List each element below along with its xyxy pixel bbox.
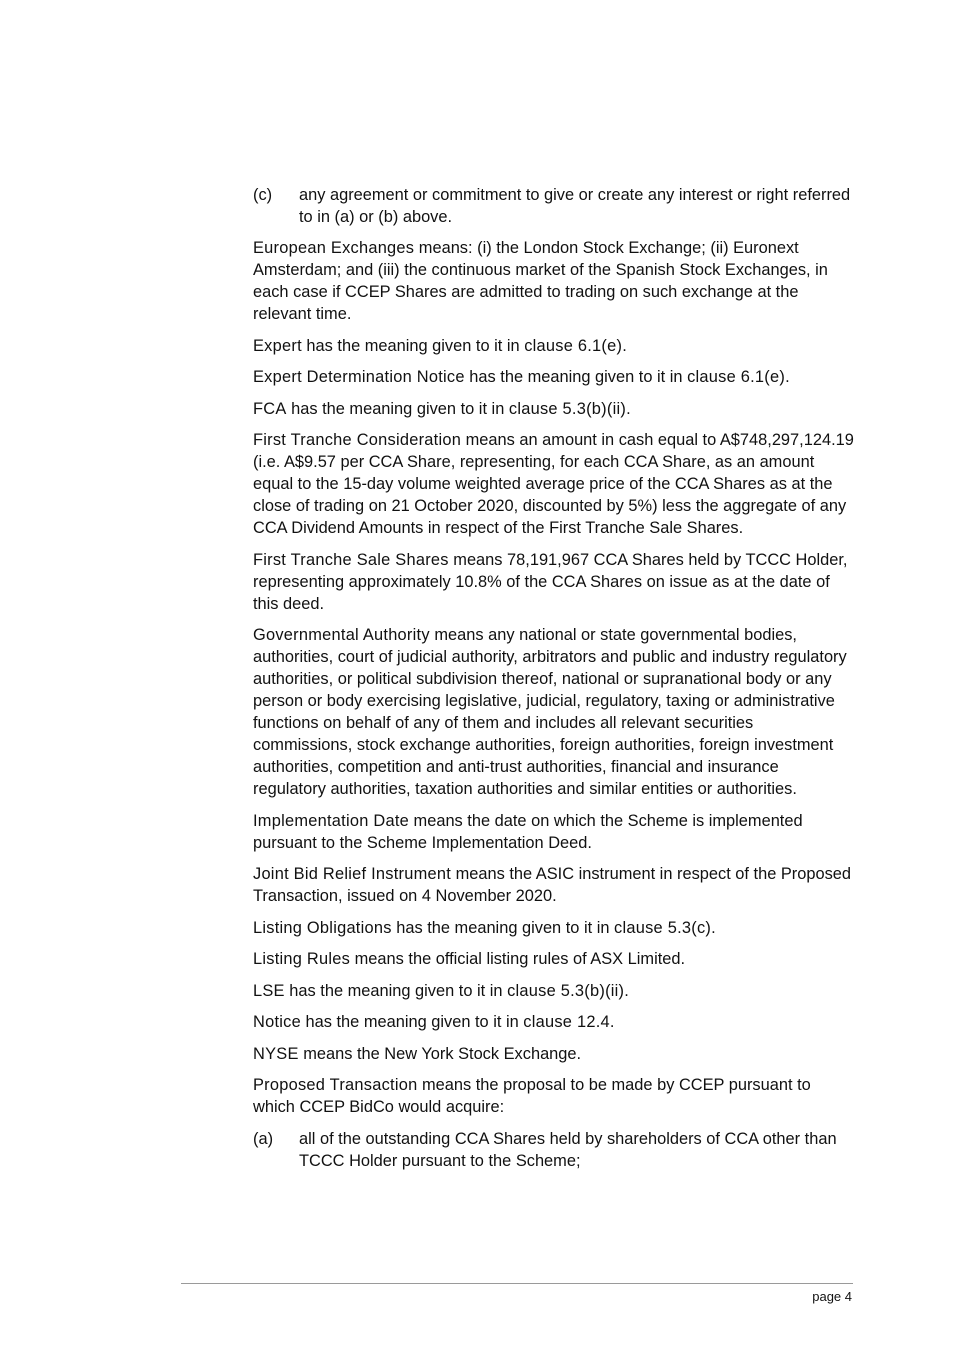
definition-european-exchanges: [253, 237, 855, 325]
defined-term: NYSE: [253, 1044, 299, 1063]
definition-text: means the official listing rules of ASX Limited.: [350, 950, 686, 968]
definition-tail: .: [785, 368, 790, 386]
list-item-label: (c): [253, 186, 273, 204]
list-item-text: any agreement or commitment to give or create any interest or right referred to in (a) or (b) above.: [299, 186, 851, 226]
defined-term: European Exchanges: [253, 239, 415, 257]
clause-reference: clause 5.3(b)(ii): [507, 981, 625, 1000]
clause-reference: clause 5.3(b)(ii): [508, 399, 627, 418]
definition-text: has the meaning given to it in: [391, 918, 615, 937]
definition-text: means the proposal to be made by CCEP pursuant to which CCEP BidCo would acquire:: [253, 1076, 811, 1116]
defined-term: Joint Bid Relief Instrument: [253, 865, 452, 883]
definition-tail: .: [711, 918, 716, 937]
clause-reference: clause 5.3(c): [614, 918, 712, 937]
clause-reference: clause 12.4: [523, 1013, 610, 1031]
definition-text: has the meaning given to it in: [464, 368, 688, 386]
defined-term: First Tranche Sale Shares: [253, 550, 449, 569]
list-item-c: [253, 184, 855, 228]
definition-first-tranche-consideration: [253, 429, 855, 539]
defined-term: Listing Obligations: [253, 918, 392, 937]
defined-term: Implementation Date: [253, 811, 409, 830]
page-number: page 4: [812, 1289, 852, 1304]
definition-implementation-date: [253, 810, 855, 854]
defined-term: Expert: [253, 336, 302, 355]
definition-text: means the date on which the Scheme is implemented pursuant to the Scheme Implementation Deed.: [253, 811, 803, 852]
definition-text: has the meaning given to it in: [301, 336, 525, 355]
definition-lse: [253, 980, 855, 1002]
definition-text: means any national or state governmental bodies, authorities, court of judicial authority, arbitrators and public and industry regulatory authorities, or political subdivision thereof, national or supranational body or any person or body exercising legislative, judicial, regulatory, taxing or administrative functions on behalf of any of them and includes all relevant securities commissions, stock exchange authorities, foreign authorities, foreign investment authorities, competition and anti-trust authorities, financial and insurance regulatory authorities, taxation authorities and similar entities or authorities.: [253, 626, 847, 798]
definition-text: has the meaning given to it in: [286, 399, 509, 418]
defined-term: FCA: [253, 399, 287, 418]
definition-listing-obligations: [253, 917, 855, 939]
definition-text: means the New York Stock Exchange.: [298, 1044, 582, 1063]
definition-text: means the ASIC instrument in respect of the Proposed Transaction, issued on 4 November 2020.: [253, 865, 852, 905]
definition-tail: .: [624, 981, 629, 1000]
clause-reference: clause 6.1(e): [524, 336, 623, 355]
definition-text: means 78,191,967 CCA Shares held by TCCC Holder, representing approximately 10.8% of the CCA Shares on issue as at the date of this deed.: [253, 550, 848, 613]
defined-term: Listing Rules: [253, 950, 351, 968]
defined-term: Notice: [253, 1013, 301, 1031]
list-item-a: [253, 1128, 855, 1172]
definition-text: means: (i) the London Stock Exchange; (ii) Euronext Amsterdam; and (iii) the continuous market of the Spanish Stock Exchanges, in each case if CCEP Shares are admitted to trading on such exchange at the relevant time.: [253, 239, 828, 323]
definition-tail: .: [609, 1013, 615, 1031]
definition-expert-determination-notice: [253, 366, 855, 388]
defined-term: Proposed Transaction: [253, 1076, 418, 1094]
document-body: [253, 184, 855, 1181]
definition-text: has the meaning given to it in: [300, 1013, 524, 1031]
definition-text: has the meaning given to it in: [284, 981, 508, 1000]
definition-nyse: [253, 1043, 855, 1065]
definition-proposed-transaction: [253, 1074, 855, 1118]
definition-tail: .: [622, 336, 627, 355]
definition-joint-bid-relief-instrument: [253, 863, 855, 907]
definition-governmental-authority: [253, 624, 855, 800]
definition-expert: [253, 335, 855, 357]
definition-listing-rules: [253, 948, 855, 970]
definition-text: means an amount in cash equal to A$748,297,124.19 (i.e. A$9.57 per CCA Share, representing, for each CCA Share, as an amount equal to the 15-day volume weighted average price of the CCA Shares as at the close of trading on 21 October 2020, discounted by 5%) less the aggregate of any CCA Dividend Amounts in respect of the First Tranche Sale Shares.: [253, 431, 854, 537]
definition-tail: .: [626, 399, 631, 418]
defined-term: First Tranche Consideration: [253, 431, 462, 449]
list-item-text: all of the outstanding CCA Shares held by shareholders of CCA other than TCCC Holder pursuant to the Scheme;: [299, 1129, 837, 1170]
definition-notice: [253, 1011, 855, 1033]
list-item-label: (a): [253, 1129, 274, 1148]
definition-fca: [253, 398, 855, 420]
footer-divider: [181, 1283, 853, 1284]
defined-term: LSE: [253, 981, 285, 1000]
defined-term: Expert Determination Notice: [253, 368, 465, 386]
clause-reference: clause 6.1(e): [687, 368, 786, 386]
definition-first-tranche-sale-shares: [253, 549, 855, 615]
defined-term: Governmental Authority: [253, 626, 430, 644]
